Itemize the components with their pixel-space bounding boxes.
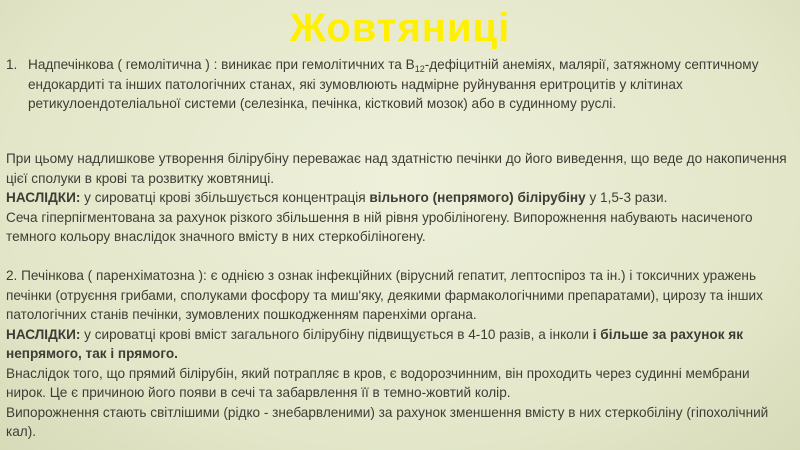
consequences-label: НАСЛІДКИ: [6, 326, 81, 342]
consequences-label: НАСЛІДКИ: [6, 190, 81, 205]
item1-text-after: -дефіцитній анеміях, малярії, затяжному септичному ендокардиті та інших патологічних станах, які зумовлюють надмірне руйнування еритроцитів у клітинах ретикулоендотеліальної системи (селезінка, печінка, кістковий мозок) або в судинному руслі. [28, 57, 759, 111]
slide-body [6, 149, 790, 442]
paragraph-consequences-2 [6, 325, 790, 364]
list-item-text [28, 55, 786, 114]
paragraph-urine-stool: Сеча гіперпігментована за рахунок різкого збільшення в ній рівня уробіліногену. Випорожнення набувають насиченого темного кольору внаслідок значного вмісту в них стеркобіліногену. [6, 209, 753, 244]
paragraph-explanation: При цьому надлишкове утворення білірубіну переважає над здатністю печінки до його виведення, що веде до накопичення цієї сполуки в крові та розвитку жовтяниці. [6, 151, 787, 186]
consequences-text: у сироватці крові вміст загального білірубіну підвищується в 4-10 разів, а інколи [80, 326, 593, 342]
paragraph-direct-bilirubin: Внаслідок того, що прямий білірубін, який потрапляє в кров, є водорозчинним, він проходить через судинні мембрани нирок. Це є причиною його появи в сечі та забарвлення її в темно-жовтий колір. [6, 365, 750, 400]
slide-title: Жовтяниці [289, 6, 511, 50]
consequences-text-end: у 1,5-3 рази. [585, 190, 668, 205]
paragraph-consequences-1 [6, 188, 790, 208]
consequences-bold: і більше за рахунок як непрямого, так і прямого. [6, 326, 744, 361]
item1-text-before: Надпечінкова ( гемолітична ) : виникає при гемолітичних та В [28, 57, 415, 72]
paragraph-hepatic: 2. Печінкова ( паренхіматозна ): є однією з ознак інфекційних (вірусний гепатит, лептоспіроз та ін.) і токсичних уражень печінки (отруєння грибами, сполуками фосфору та миш'яку, деякими фармакологічними препаратами), цирозу та інших патологічних станів печінки, зумовлених пошкодженням паренхіми органа. [6, 268, 763, 322]
paragraph-stool: Випорожнення стають світлішими (рідко - знебарвленими) за рахунок зменшення вмісту в них стеркобіліну (гіпохолічний кал). [6, 404, 769, 439]
list-item-prehepatic [6, 55, 786, 114]
consequences-text: у сироватці крові збільшується концентрація [80, 190, 370, 205]
item1-subscript: 12 [414, 64, 425, 74]
paragraph-gap [6, 247, 790, 267]
list-number: 1. [6, 57, 18, 72]
consequences-bold: вільного (непрямого) білірубіну [369, 190, 586, 205]
